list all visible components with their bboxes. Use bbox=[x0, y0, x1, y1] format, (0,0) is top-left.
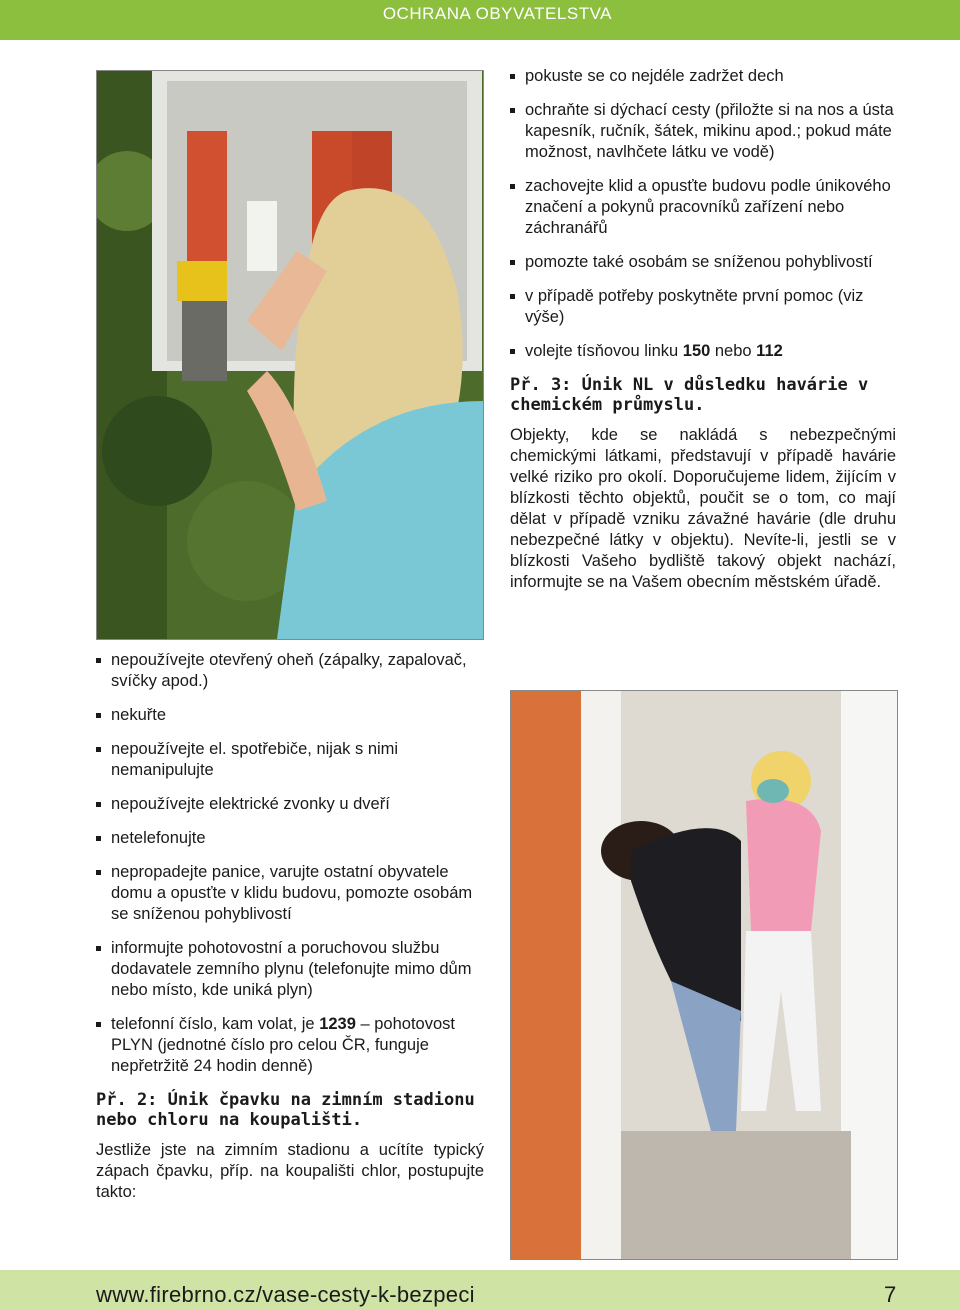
gas-valve-photo bbox=[96, 70, 484, 640]
phone-text: telefonní číslo, kam volat, je bbox=[111, 1015, 320, 1033]
list-item: v případě potřeby poskytněte první pomoc (viz výše) bbox=[510, 286, 896, 328]
list-item: netelefonujte bbox=[96, 828, 484, 849]
list-item-emergency bbox=[510, 341, 896, 362]
left-bullet-list bbox=[96, 650, 484, 1077]
list-item: informujte pohotovostní a poruchovou službu dodavatele zemního plynu (telefonujte mimo dům nebo místo, kde uniká plyn) bbox=[96, 938, 484, 1001]
list-item: nekuřte bbox=[96, 705, 484, 726]
list-item: ochraňte si dýchací cesty (přiložte si na nos a ústa kapesník, ručník, šátek, mikinu apod.; pokud máte možnost, navlhčete látku ve vodě) bbox=[510, 100, 896, 163]
list-item-phone bbox=[96, 1014, 484, 1077]
page-number: 7 bbox=[884, 1282, 897, 1307]
emergency-number-112: 112 bbox=[756, 342, 783, 360]
gas-emergency-number: 1239 bbox=[319, 1015, 356, 1033]
list-item: nepoužívejte otevřený oheň (zápalky, zapalovač, svíčky apod.) bbox=[96, 650, 484, 692]
list-item: nepoužívejte elektrické zvonky u dveří bbox=[96, 794, 484, 815]
emergency-number-150: 150 bbox=[682, 342, 711, 360]
emergency-text: volejte tísňovou linku bbox=[525, 342, 683, 360]
phone-text-after: – pohotovost PLYN (jednotné číslo pro celou ČR, funguje nepřetržitě 24 hodin denně) bbox=[111, 1015, 455, 1075]
emergency-text-or: nebo bbox=[710, 342, 757, 360]
list-item: zachovejte klid a opusťte budovu podle únikového značení a pokynů pracovníků zařízení nebo záchranářů bbox=[510, 176, 896, 239]
list-item: nepropadejte panice, varujte ostatní obyvatele domu a opusťte v klidu budovu, pomozte osobám se sníženou pohyblivostí bbox=[96, 862, 484, 925]
right-bullet-list bbox=[510, 66, 896, 362]
section-heading-2: Př. 2: Únik čpavku na zimním stadionu nebo chloru na koupališti. bbox=[96, 1090, 475, 1130]
footer-url-link[interactable]: www.firebrno.cz/vase-cesty-k-bezpeci bbox=[96, 1282, 475, 1307]
list-item: pomozte také osobám se sníženou pohyblivostí bbox=[510, 252, 896, 273]
ammonia-paragraph: Jestliže jste na zimním stadionu a ucítíte typický zápach čpavku, příp. na koupališti chlor, postupujte takto: bbox=[96, 1141, 484, 1201]
list-item: nepoužívejte el. spotřebiče, nijak s nimi nemanipulujte bbox=[96, 739, 484, 781]
chemical-accident-paragraph: Objekty, kde se nakládá s nebezpečnými chemickými látkami, představují v případě havárie velké riziko pro okolí. Doporučujeme lidem, žijícím v blízkosti těchto objektů, poučit se o tom, co mají dělat v případě vzniku závažné havárie (dle druhu nebezpečné látky v objektu). Nevíte-li, jestli se v blízkosti Vašeho bydliště takový objekt nachází, informujte se na Vašem obecním městském úřadě. bbox=[510, 426, 896, 591]
section-heading-3: Př. 3: Únik NL v důsledku havárie v chemickém průmyslu. bbox=[510, 375, 869, 415]
right-column bbox=[510, 66, 896, 593]
left-column bbox=[96, 650, 484, 1203]
section-title: OCHRANA OBYVATELSTVA bbox=[382, 4, 612, 23]
evacuation-photo bbox=[510, 690, 898, 1260]
list-item: pokuste se co nejdéle zadržet dech bbox=[510, 66, 896, 87]
